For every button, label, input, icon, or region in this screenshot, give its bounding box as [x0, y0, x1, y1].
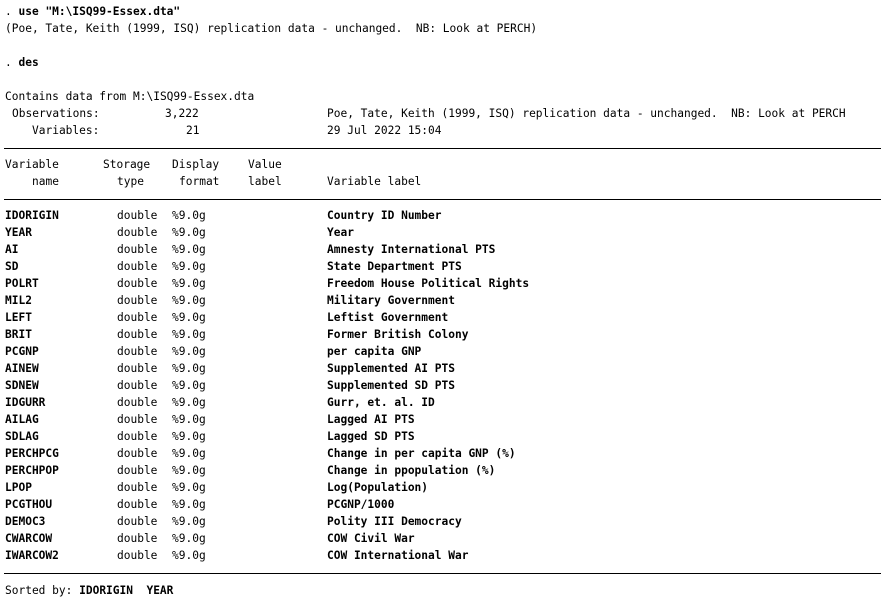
variable-label: Gurr, et. al. ID	[327, 396, 435, 409]
header-label: label	[248, 175, 282, 188]
use-output-note: (Poe, Tate, Keith (1999, ISQ) replication data - unchanged. NB: Look at PERCH)	[5, 22, 538, 35]
header-name: name	[32, 175, 59, 188]
variable-name: AINEW	[5, 362, 39, 375]
storage-type: double	[117, 549, 158, 562]
display-format: %9.0g	[172, 498, 206, 511]
header-display: Display	[172, 158, 220, 171]
storage-type: double	[117, 209, 158, 222]
variable-label: per capita GNP	[327, 345, 422, 358]
dataset-timestamp: 29 Jul 2022 15:04	[327, 124, 442, 137]
table-row	[0, 462, 881, 479]
display-format: %9.0g	[172, 481, 206, 494]
display-format: %9.0g	[172, 311, 206, 324]
command-text: use "M:\ISQ99-Essex.dta"	[18, 5, 181, 18]
sorted-by-line	[5, 582, 173, 599]
storage-type: double	[117, 413, 158, 426]
display-format: %9.0g	[172, 430, 206, 443]
display-format: %9.0g	[172, 549, 206, 562]
variable-label: Polity III Democracy	[327, 515, 462, 528]
display-format: %9.0g	[172, 447, 206, 460]
variable-name: IDORIGIN	[5, 209, 59, 222]
header-storage: Storage	[103, 158, 151, 171]
storage-type: double	[117, 447, 158, 460]
header-value: Value	[248, 158, 282, 171]
storage-type: double	[117, 481, 158, 494]
table-row	[0, 547, 881, 564]
storage-type: double	[117, 379, 158, 392]
variable-label: Supplemented AI PTS	[327, 362, 455, 375]
variable-label: Change in per capita GNP (%)	[327, 447, 516, 460]
command-prompt: .	[5, 5, 12, 18]
file-path: M:\ISQ99-Essex.dta	[133, 90, 255, 103]
storage-type: double	[117, 430, 158, 443]
variable-label: Military Government	[327, 294, 455, 307]
observations-label: Observations:	[12, 107, 100, 120]
display-format: %9.0g	[172, 260, 206, 273]
variable-label: Country ID Number	[327, 209, 442, 222]
observations-row	[0, 105, 881, 122]
storage-type: double	[117, 532, 158, 545]
table-row	[0, 343, 881, 360]
table-row	[0, 445, 881, 462]
variable-label: Former British Colony	[327, 328, 469, 341]
dataset-label: Poe, Tate, Keith (1999, ISQ) replication data - unchanged. NB: Look at PERCH	[327, 107, 846, 120]
display-format: %9.0g	[172, 362, 206, 375]
table-row	[0, 394, 881, 411]
variable-name: POLRT	[5, 277, 39, 290]
variable-name: IDGURR	[5, 396, 46, 409]
storage-type: double	[117, 243, 158, 256]
storage-type: double	[117, 362, 158, 375]
observations-value: 3,222	[165, 107, 199, 120]
variable-label: Freedom House Political Rights	[327, 277, 530, 290]
display-format: %9.0g	[172, 413, 206, 426]
header-row-1	[0, 156, 881, 173]
table-row	[0, 292, 881, 309]
display-format: %9.0g	[172, 532, 206, 545]
table-row	[0, 360, 881, 377]
command-prompt: .	[5, 56, 12, 69]
display-format: %9.0g	[172, 294, 206, 307]
table-row	[0, 479, 881, 496]
variable-label: COW Civil War	[327, 532, 415, 545]
variable-name: LPOP	[5, 481, 32, 494]
sorted-label: Sorted by:	[5, 584, 73, 597]
storage-type: double	[117, 277, 158, 290]
variable-name: PCGNP	[5, 345, 39, 358]
storage-type: double	[117, 345, 158, 358]
variable-name: MIL2	[5, 294, 32, 307]
table-row	[0, 309, 881, 326]
table-row	[0, 411, 881, 428]
contains-data-line	[5, 88, 254, 105]
divider-bottom	[4, 573, 881, 574]
variable-name: PERCHPCG	[5, 447, 59, 460]
display-format: %9.0g	[172, 396, 206, 409]
table-row	[0, 530, 881, 547]
storage-type: double	[117, 328, 158, 341]
variable-label: COW International War	[327, 549, 469, 562]
storage-type: double	[117, 498, 158, 511]
table-row	[0, 513, 881, 530]
storage-type: double	[117, 260, 158, 273]
variable-label: Supplemented SD PTS	[327, 379, 455, 392]
variable-name: LEFT	[5, 311, 32, 324]
variable-label: Lagged AI PTS	[327, 413, 415, 426]
sorted-keys: IDORIGIN YEAR	[79, 584, 174, 597]
table-row	[0, 275, 881, 292]
table-row	[0, 428, 881, 445]
variable-name: CWARCOW	[5, 532, 53, 545]
display-format: %9.0g	[172, 209, 206, 222]
variable-name: SDLAG	[5, 430, 39, 443]
contains-label: Contains data from	[5, 90, 127, 103]
variable-name: SD	[5, 260, 19, 273]
variable-name: PCGTHOU	[5, 498, 53, 511]
storage-type: double	[117, 396, 158, 409]
storage-type: double	[117, 226, 158, 239]
variable-label: State Department PTS	[327, 260, 462, 273]
display-format: %9.0g	[172, 328, 206, 341]
command-line-use	[5, 3, 180, 20]
storage-type: double	[117, 294, 158, 307]
header-variable-label: Variable label	[327, 175, 422, 188]
variable-label: PCGNP/1000	[327, 498, 395, 511]
command-text: des	[18, 56, 39, 69]
table-row	[0, 326, 881, 343]
display-format: %9.0g	[172, 515, 206, 528]
variable-label: Year	[327, 226, 354, 239]
variables-value: 21	[186, 124, 200, 137]
header-type: type	[117, 175, 144, 188]
variable-name: BRIT	[5, 328, 32, 341]
header-variable: Variable	[5, 158, 59, 171]
variable-name: YEAR	[5, 226, 32, 239]
display-format: %9.0g	[172, 277, 206, 290]
table-row	[0, 258, 881, 275]
storage-type: double	[117, 311, 158, 324]
header-format: format	[179, 175, 220, 188]
table-row	[0, 377, 881, 394]
variable-name: AI	[5, 243, 19, 256]
display-format: %9.0g	[172, 464, 206, 477]
table-row	[0, 241, 881, 258]
divider-top	[4, 148, 881, 149]
variable-name: SDNEW	[5, 379, 39, 392]
variable-name: IWARCOW2	[5, 549, 59, 562]
display-format: %9.0g	[172, 345, 206, 358]
table-row	[0, 207, 881, 224]
variable-name: DEMOC3	[5, 515, 46, 528]
command-line-des	[5, 54, 39, 71]
storage-type: double	[117, 515, 158, 528]
variable-label: Log(Population)	[327, 481, 429, 494]
display-format: %9.0g	[172, 243, 206, 256]
variables-count-row	[0, 122, 881, 139]
table-row	[0, 496, 881, 513]
divider-header	[4, 199, 881, 200]
variable-label: Amnesty International PTS	[327, 243, 496, 256]
header-row-2	[0, 173, 881, 190]
variable-label: Lagged SD PTS	[327, 430, 415, 443]
variable-label: Leftist Government	[327, 311, 449, 324]
display-format: %9.0g	[172, 226, 206, 239]
variables-label: Variables:	[32, 124, 100, 137]
variable-name: PERCHPOP	[5, 464, 59, 477]
variable-label: Change in ppopulation (%)	[327, 464, 496, 477]
display-format: %9.0g	[172, 379, 206, 392]
table-row	[0, 224, 881, 241]
variable-name: AILAG	[5, 413, 39, 426]
storage-type: double	[117, 464, 158, 477]
